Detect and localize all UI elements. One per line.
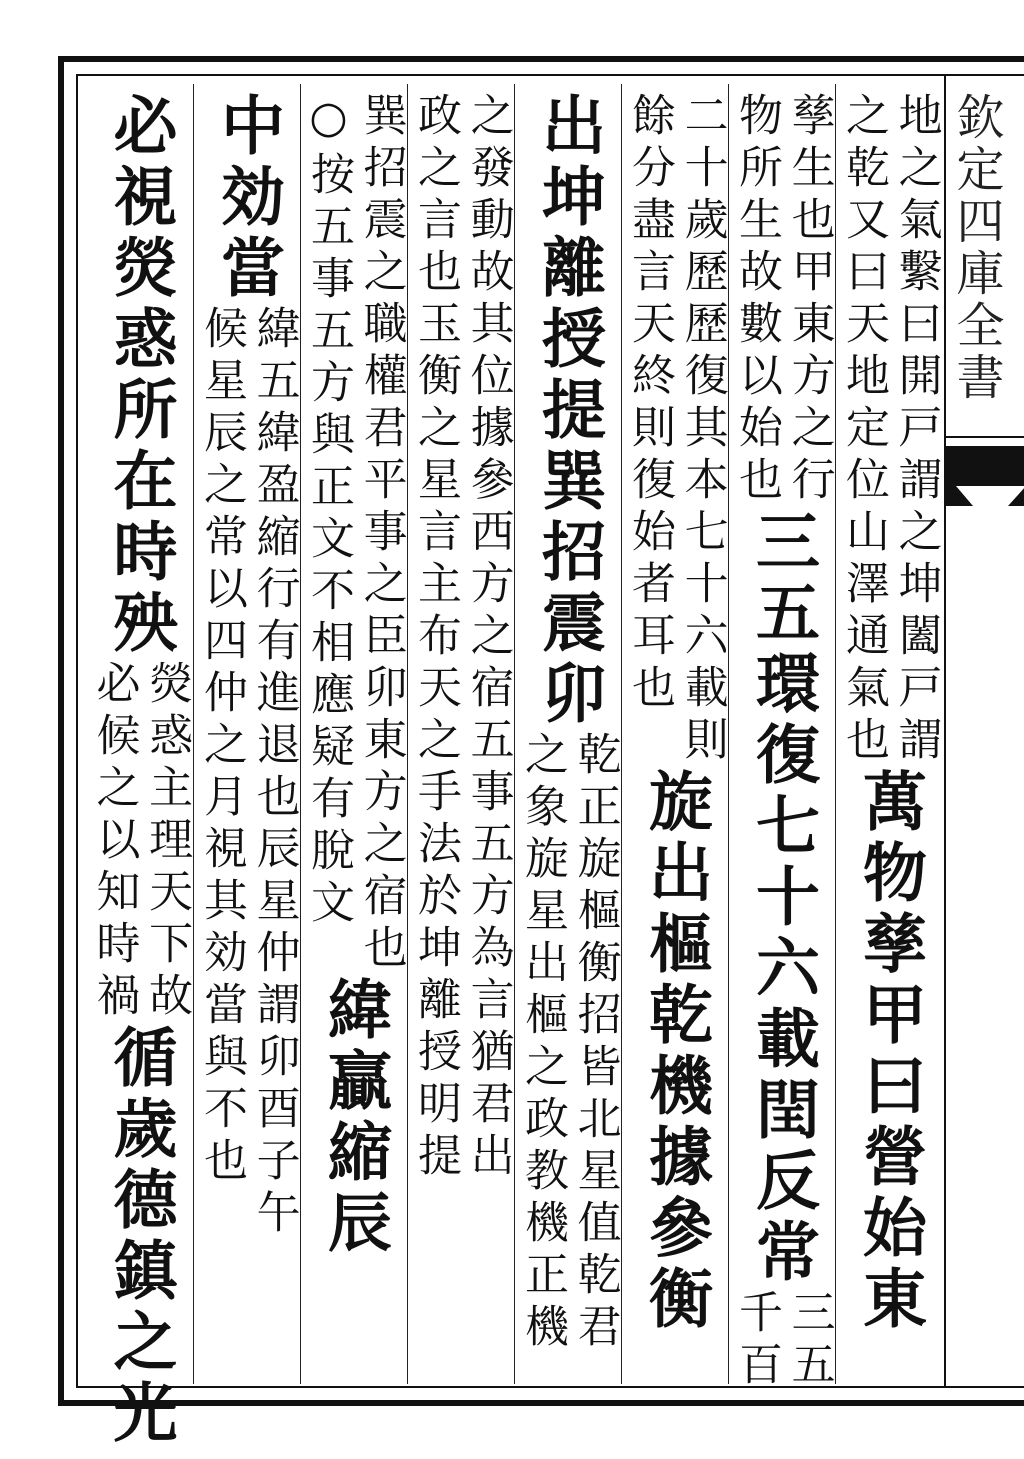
commentary-pair (730, 1289, 833, 1393)
text-column (193, 84, 300, 1384)
block-heart-margin (944, 74, 1024, 1388)
margin-divider (946, 436, 1024, 438)
main-text: 出坤離授提巽招震卯 (531, 92, 606, 731)
commentary-line: 餘分盡言天終則復始者耳也 (624, 92, 675, 716)
main-text: 必視熒惑所在時殃 (102, 92, 178, 660)
column-stack (408, 84, 514, 1184)
main-text: 萬物孳甲曰營始東 (852, 768, 927, 1336)
commentary-line: 候星辰之常以四仲之月視其効當與不也 (196, 305, 247, 1189)
commentary-pair (837, 92, 940, 768)
commentary-line: 必候之以知時禍 (88, 660, 140, 1024)
main-text: 三五環復七十六載閏反常 (745, 508, 820, 1289)
commentary-line: 三五 (783, 1289, 835, 1393)
commentary-line: 之乾又曰天地定位山澤通氣也 (838, 92, 889, 768)
text-column (621, 84, 728, 1384)
commentary-line: 千百 (731, 1289, 782, 1393)
text-column (514, 84, 621, 1384)
commentary-line: 熒惑主理天下故 (141, 660, 193, 1024)
column-stack (836, 84, 942, 1336)
commentary-pair (195, 305, 298, 1241)
text-column (835, 84, 942, 1384)
commentary-line: 政之言也玉衡之星言主布天之手法於坤離授明提 (410, 92, 461, 1184)
commentary-pair (302, 92, 405, 976)
main-text: 旋出樞乾機據參衡 (638, 768, 713, 1336)
text-column (407, 84, 514, 1384)
commentary-line: 之發動故其位據參西方之宿五事五方為言猶君出 (462, 92, 514, 1184)
commentary-line: 巽招震之職權君平事之臣卯東方之宿也 (355, 92, 407, 976)
commentary-pair (409, 92, 512, 1184)
commentary-line: 緯五緯盈縮行有進退也辰星仲謂卯酉子午 (248, 305, 300, 1241)
fishtail-mark (946, 446, 1024, 506)
commentary-line: ○按五事五方與正文不相應疑有脫文 (303, 92, 354, 931)
commentary-pair (516, 731, 619, 1355)
main-text: 中効當 (210, 92, 285, 305)
text-column (86, 84, 193, 1450)
commentary-line: 孳生也甲東方之行 (783, 92, 835, 508)
commentary-line: 乾正旋樞衡招皆北星值乾君 (569, 731, 621, 1355)
commentary-line: 之象旋星出樞之政教機正機 (517, 731, 568, 1355)
column-stack (622, 84, 728, 1336)
commentary-line: 物所生故數以始也 (731, 92, 782, 508)
commentary-pair (730, 92, 833, 508)
column-stack (729, 84, 835, 1393)
column-stack (194, 84, 300, 1241)
text-columns (82, 84, 942, 1450)
commentary-pair (88, 660, 191, 1024)
commentary-pair (623, 92, 726, 768)
main-text: 循歲德鎮之光 (102, 1024, 178, 1450)
column-stack (301, 84, 407, 1260)
commentary-line: 地之氣繫曰開戸謂之坤闔戸謂 (890, 92, 942, 768)
text-column (728, 84, 835, 1393)
column-stack (515, 84, 621, 1355)
text-column (300, 84, 407, 1384)
column-stack (86, 84, 193, 1450)
main-text: 緯贏縮辰 (317, 976, 392, 1260)
margin-book-title: 欽定四庫全書 (948, 92, 1004, 404)
commentary-line: 二十歲歷歷復其本七十六載則 (676, 92, 728, 768)
